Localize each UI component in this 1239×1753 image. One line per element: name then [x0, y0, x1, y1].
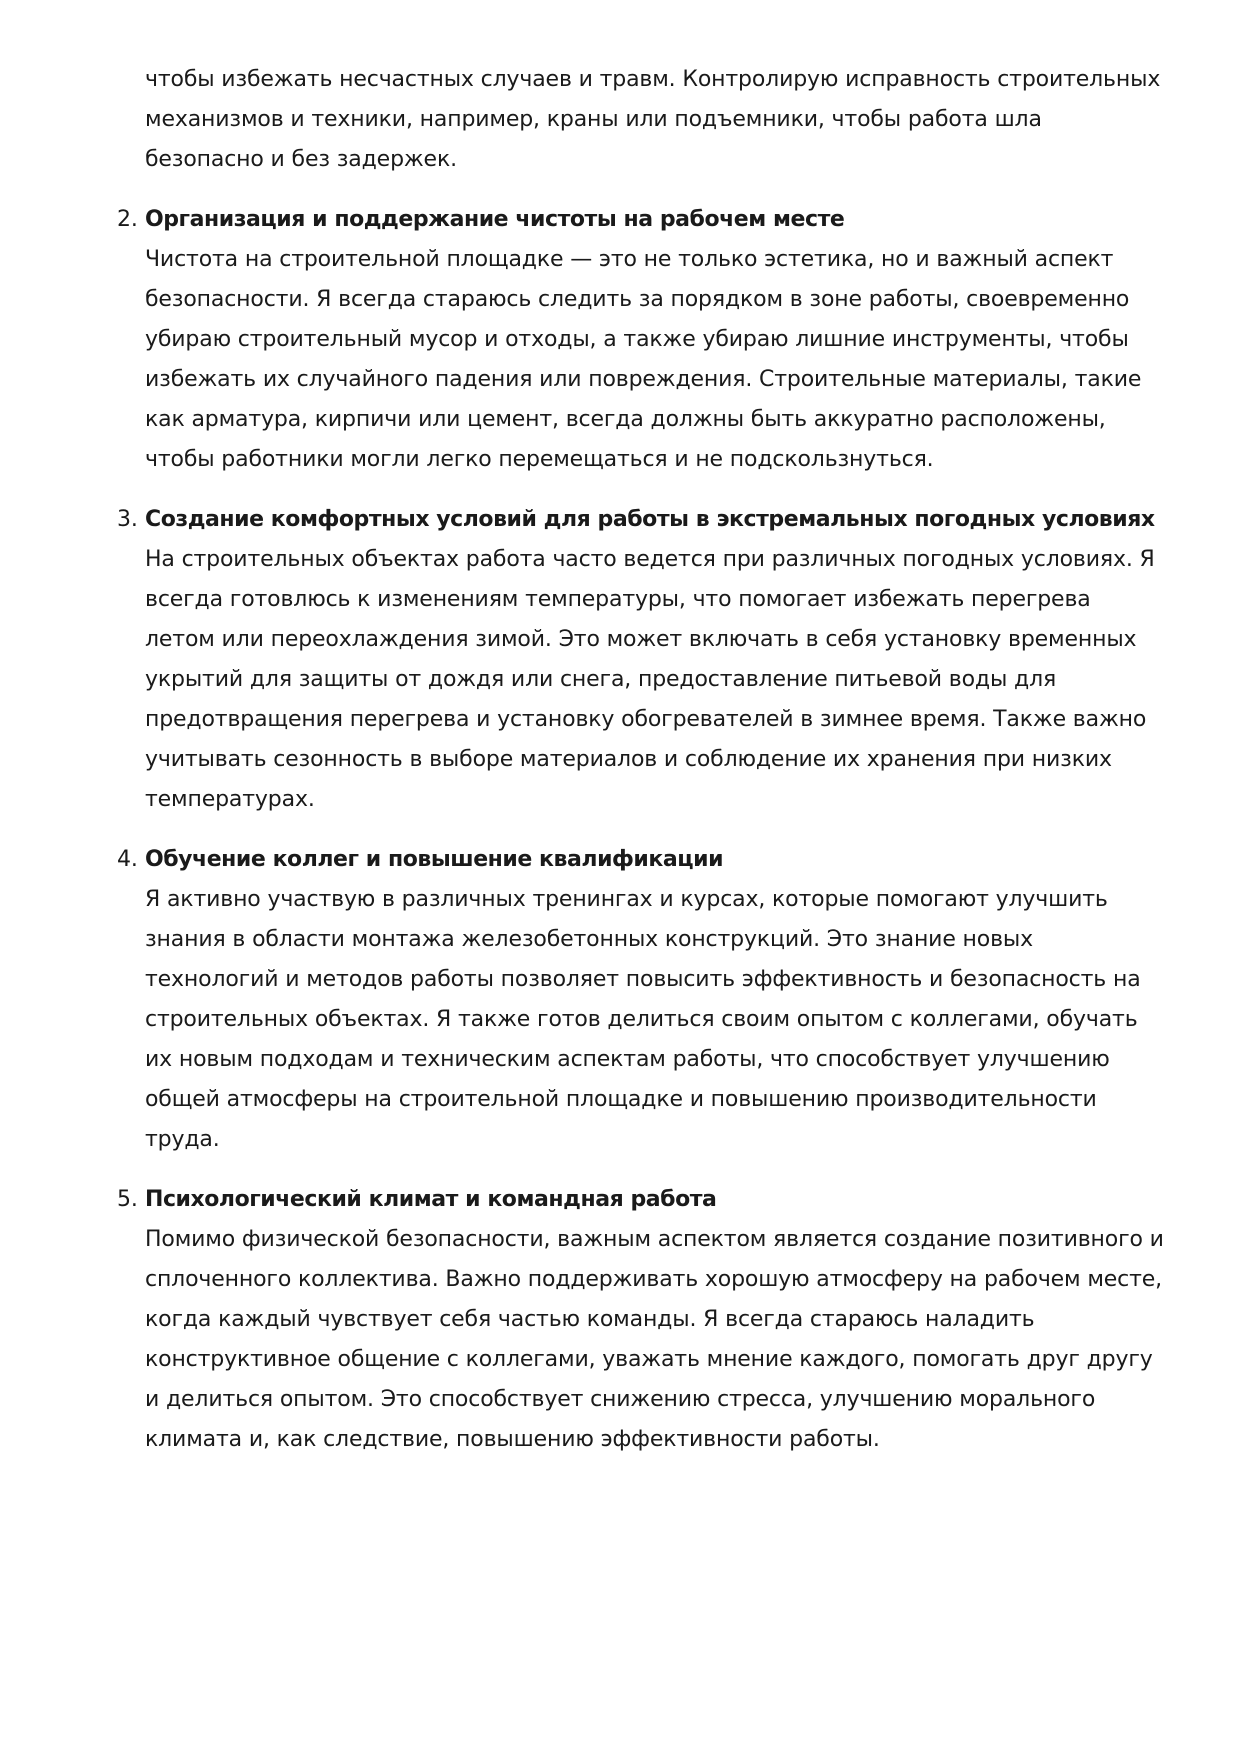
- list-item-number: 4.: [117, 847, 138, 872]
- list-item-number: 5.: [117, 1187, 138, 1212]
- list-item: [117, 200, 1165, 480]
- list-item-number: 2.: [117, 207, 138, 232]
- list-item: [117, 500, 1165, 820]
- list-item-text: На строительных объектах работа часто ведется при различных погодных условиях. Я всегда готовлюсь к изменениям температуры, что помогает избежать перегрева летом или переохлаждения зимой. Это может включать в себя установку временных укрытий для защиты от дождя или снега, предоставление питьевой воды для предотвращения перегрева и установку обогревателей в зимнее время. Также важно учитывать сезонность в выборе материалов и соблюдение их хранения при низких температурах.: [145, 547, 1155, 812]
- list-item-text: Я активно участвую в различных тренингах и курсах, которые помогают улучшить знания в области монтажа железобетонных конструкций. Это знание новых технологий и методов работы позволяет повысить эффективность и безопасность на строительных объектах. Я также готов делиться своим опытом с коллегами, обучать их новым подходам и техническим аспектам работы, что способствует улучшению общей атмосферы на строительной площадке и повышению производительности труда.: [145, 887, 1141, 1152]
- document-content: [117, 60, 1165, 1480]
- list-item-text: Помимо физической безопасности, важным аспектом является создание позитивного и сплоченного коллектива. Важно поддерживать хорошую атмосферу на рабочем месте, когда каждый чувствует себя частью команды. Я всегда стараюсь наладить конструктивное общение с коллегами, уважать мнение каждого, помогать друг другу и делиться опытом. Это способствует снижению стресса, улучшению морального климата и, как следствие, повышению эффективности работы.: [145, 1227, 1164, 1452]
- list-item-heading: Обучение коллег и повышение квалификации: [145, 847, 724, 872]
- list-item-text: Чистота на строительной площадке — это не только эстетика, но и важный аспект безопасности. Я всегда стараюсь следить за порядком в зоне работы, своевременно убираю строительный мусор и отходы, а также убираю лишние инструменты, чтобы избежать их случайного падения или повреждения. Строительные материалы, такие как арматура, кирпичи или цемент, всегда должны быть аккуратно расположены, чтобы работники могли легко перемещаться и не подскользнуться.: [145, 247, 1142, 472]
- list-item: [117, 840, 1165, 1160]
- list-item: [117, 1180, 1165, 1460]
- list-item-number: 3.: [117, 507, 138, 532]
- list-item-heading: Создание комфортных условий для работы в экстремальных погодных условиях: [145, 507, 1155, 532]
- numbered-list: [117, 200, 1165, 1460]
- intro-continuation-paragraph: чтобы избежать несчастных случаев и травм. Контролирую исправность строительных механизмов и техники, например, краны или подъемники, чтобы работа шла безопасно и без задержек.: [145, 67, 1161, 172]
- list-item-heading: Организация и поддержание чистоты на рабочем месте: [145, 207, 845, 232]
- list-item-heading: Психологический климат и командная работа: [145, 1187, 717, 1212]
